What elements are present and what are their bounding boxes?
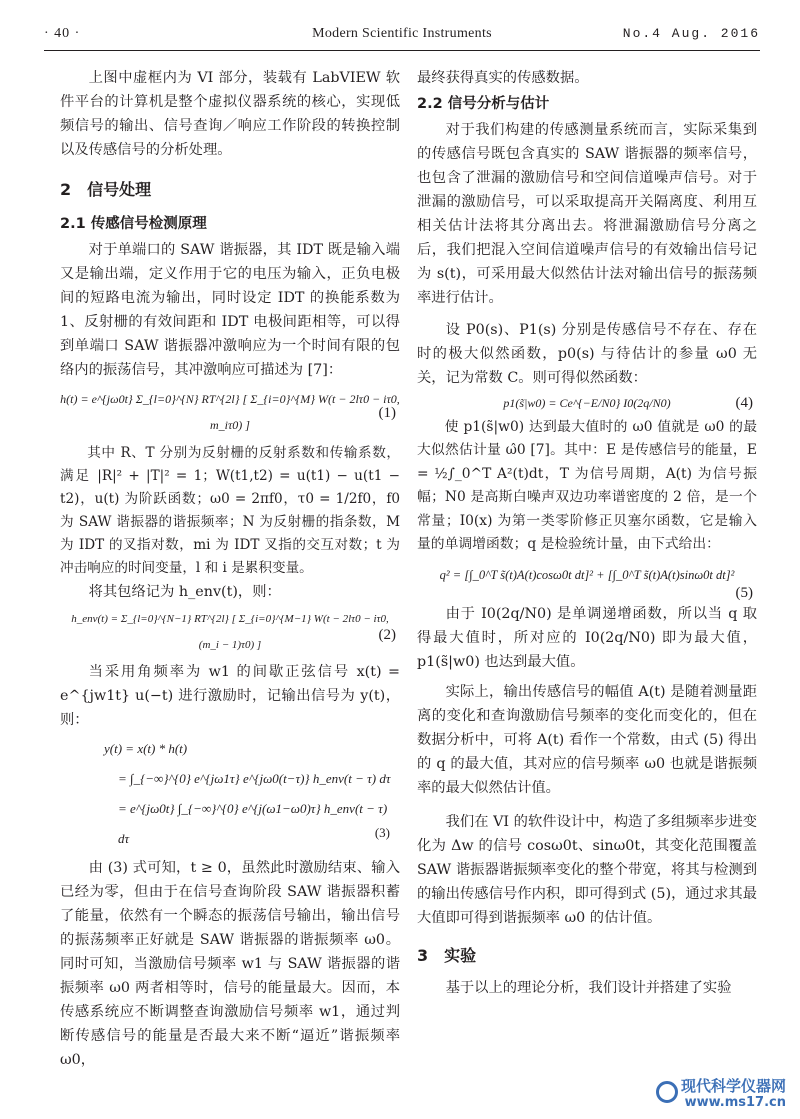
- paragraph: 我们在 VI 的软件设计中，构造了多组频率步进变化为 Δw 的信号 cosω0t、sinω0t，其变化范围覆盖 SAW 谐振器谐振频率变化的整个带宽，将其与检测到的输出传感信号作内积，即可得到式 (5)，通过求其最大值即可得到谐振频率 ω0 的估计值。: [417, 814, 757, 927]
- paragraph: 对于单端口的 SAW 谐振器，其 IDT 既是输入端又是输出端，定义作用于它的电压为输入，正负电极间的短路电流为输出，同时设定 IDT 的换能系数为 1、反射栅的有效间距和 IDT 电极间距相等，可以得到单端口 SAW 谐振器冲激响应为一个时间有限的包络内的振荡信号，其冲激响应可描述为 [7]：: [60, 242, 400, 378]
- paragraph: 当采用角频率为 w1 的间歇正弦信号 x(t) = e^{jw1t} u(−t) 进行激励时，记输出信号为 y(t)，则：: [60, 664, 400, 728]
- equation-1: h(t) = e^{jω0t} Σ_{l=0}^{N} RT^{2l} [ Σ_{i=0}^{M} W(t − 2lτ0 − iτ0, m_iτ0) ] (1): [60, 392, 400, 432]
- issue-info: No.4 Aug. 2016: [622, 26, 760, 41]
- page-header: [44, 24, 760, 48]
- site-watermark: [650, 1075, 790, 1111]
- equation-line: y(t) = x(t) * h(t): [104, 741, 188, 756]
- paragraph: 实际上，输出传感信号的幅值 A(t) 是随着测量距离的变化和查询激励信号频率的变化而变化的，但在数据分析中，可将 A(t) 看作一个常数，由式 (5) 得出的 q 的最大值，其对应的信号频率 ω0 也就是谐振频率的最大似然估计值。: [417, 684, 757, 797]
- equation-number: (3): [374, 825, 390, 840]
- equation-line: = ∫_{−∞}^{0} e^{jω1τ} e^{jω0(t−τ)} h_env(t − τ) dτ: [118, 771, 391, 786]
- watermark-logo-icon: [656, 1081, 678, 1103]
- paragraph: 设 P0(s)、P1(s) 分别是传感信号不存在、存在时的极大似然函数，p0(s) 与待估计的参量 ω0 无关，记为常数 C。则可得似然函数：: [417, 322, 757, 386]
- equation-3: [60, 734, 400, 854]
- equation-number: (4): [735, 395, 753, 411]
- journal-title: Modern Scientific Instruments: [312, 26, 492, 41]
- equation-number: (5): [735, 585, 753, 602]
- right-column: [417, 66, 757, 1000]
- paragraph: 基于以上的理论分析，我们设计并搭建了实验: [445, 980, 732, 997]
- equation-line: = e^{jω0t} ∫_{−∞}^{0} e^{j(ω1−ω0)τ} h_env(t − τ) dτ: [118, 801, 388, 846]
- paragraph: 对于我们构建的传感测量系统而言，实际采集到的传感信号既包含真实的 SAW 谐振器的频率信号，也包含了泄漏的激励信号和空间信道噪声信号。对于泄漏的激励信号，可以采取提高开关隔离度、利用互相关估计法将其分离出去。将泄漏激励信号分离之后，我们把混入空间信道噪声信号的有效输出信号记为 s(t)，可采用最大似然估计法对输出信号的振荡频率进行估计。: [417, 122, 757, 306]
- paragraph: 使 p1(s̃|w0) 达到最大值时的 ω0 值就是 ω0 的最大似然估计量 ω̂0 [7]。其中：E 是传感信号的能量，E = ½∫_0^T A²(t)dt，T 为信号周期，A(t) 为信号振幅；N0 是高斯白噪声双边功率谱密度的 2 倍，是一个常量；I0(x) 为第一类零阶修正贝塞尔函数，它是输入量的单调增函数；q 是检验统计量，由下式给出：: [417, 419, 757, 553]
- left-column: [60, 66, 400, 1072]
- paragraph: 最终获得真实的传感数据。: [417, 70, 589, 86]
- subsection-heading: 2.2 信号分析与估计: [417, 96, 550, 112]
- watermark-text: 现代科学仪器网: [680, 1077, 786, 1095]
- equation-number: (1): [378, 405, 396, 421]
- equation-5: q² = [∫_0^T s̃(t)A(t)cosω0t dt]² + [∫_0^T s̃(t)A(t)sinω0t dt]² (5): [417, 562, 757, 588]
- paragraph: 由 (3) 式可知，t ≥ 0，虽然此时激励结束、输入已经为零，但由于在信号查询阶段 SAW 谐振器积蓄了能量，依然有一个瞬态的振荡信号输出，输出信号的振荡频率正好就是 SAW 谐振器的谐振频率 ω0。同时可知，当激励信号频率 w1 与 SAW 谐振器的谐振频率 ω0 两者相等时，信号的能量最大。因而，本传感系统应不断调整查询激励信号频率 w1，通过判断传感信号的能量是否最大来不断“逼近”谐振频率 ω0，: [60, 860, 400, 1068]
- watermark-url: www.ms17.cn: [684, 1095, 786, 1110]
- paragraph: 由于 I0(2q/N0) 是单调递增函数，所以当 q 取得最大值时，所对应的 I0(2q/N0) 即为最大值，p1(s̃|w0) 也达到最大值。: [417, 606, 757, 671]
- equation-4: p1(s̃|w0) = Ce^{−E/N0} I0(2q/N0) (4): [417, 390, 757, 416]
- equation-number: (2): [378, 627, 396, 643]
- page-number: · 40 ·: [44, 26, 81, 41]
- section-heading: 2 信号处理: [60, 180, 152, 199]
- paragraph: 上图中虚框内为 VI 部分，装载有 LabVIEW 软件平台的计算机是整个虚拟仪器系统的核心，实现低频信号的输出、信号查询／响应工作阶段的转换控制以及传感信号的分析处理。: [60, 70, 400, 158]
- subsection-heading: 2.1 传感信号检测原理: [60, 216, 207, 232]
- header-rule: [44, 50, 760, 51]
- section-heading: 3 实验: [417, 946, 477, 966]
- paragraph: 其中 R、T 分别为反射栅的反射系数和传输系数，满足 |R|² + |T|² = 1；W(t1,t2) = u(t1) − u(t1 − t2)，u(t) 为阶跃函数；ω0 = 2πf0，τ0 = 1/2f0，f0 为 SAW 谐振器的谐振频率；N 为反射栅的指条数，M 为 IDT 的叉指对数，mi 为 IDT 叉指的交互对数；t 为冲击响应的时间变量，l 和 i 是累积变量。: [60, 445, 400, 576]
- paragraph: 将其包络记为 h_env(t)，则：: [88, 584, 281, 600]
- equation-2: h_env(t) = Σ_{l=0}^{N−1} RT^{2l} [ Σ_{i=0}^{M−1} W(t − 2lτ0 − iτ0, (m_i − 1)τ0) ] (2): [71, 613, 396, 651]
